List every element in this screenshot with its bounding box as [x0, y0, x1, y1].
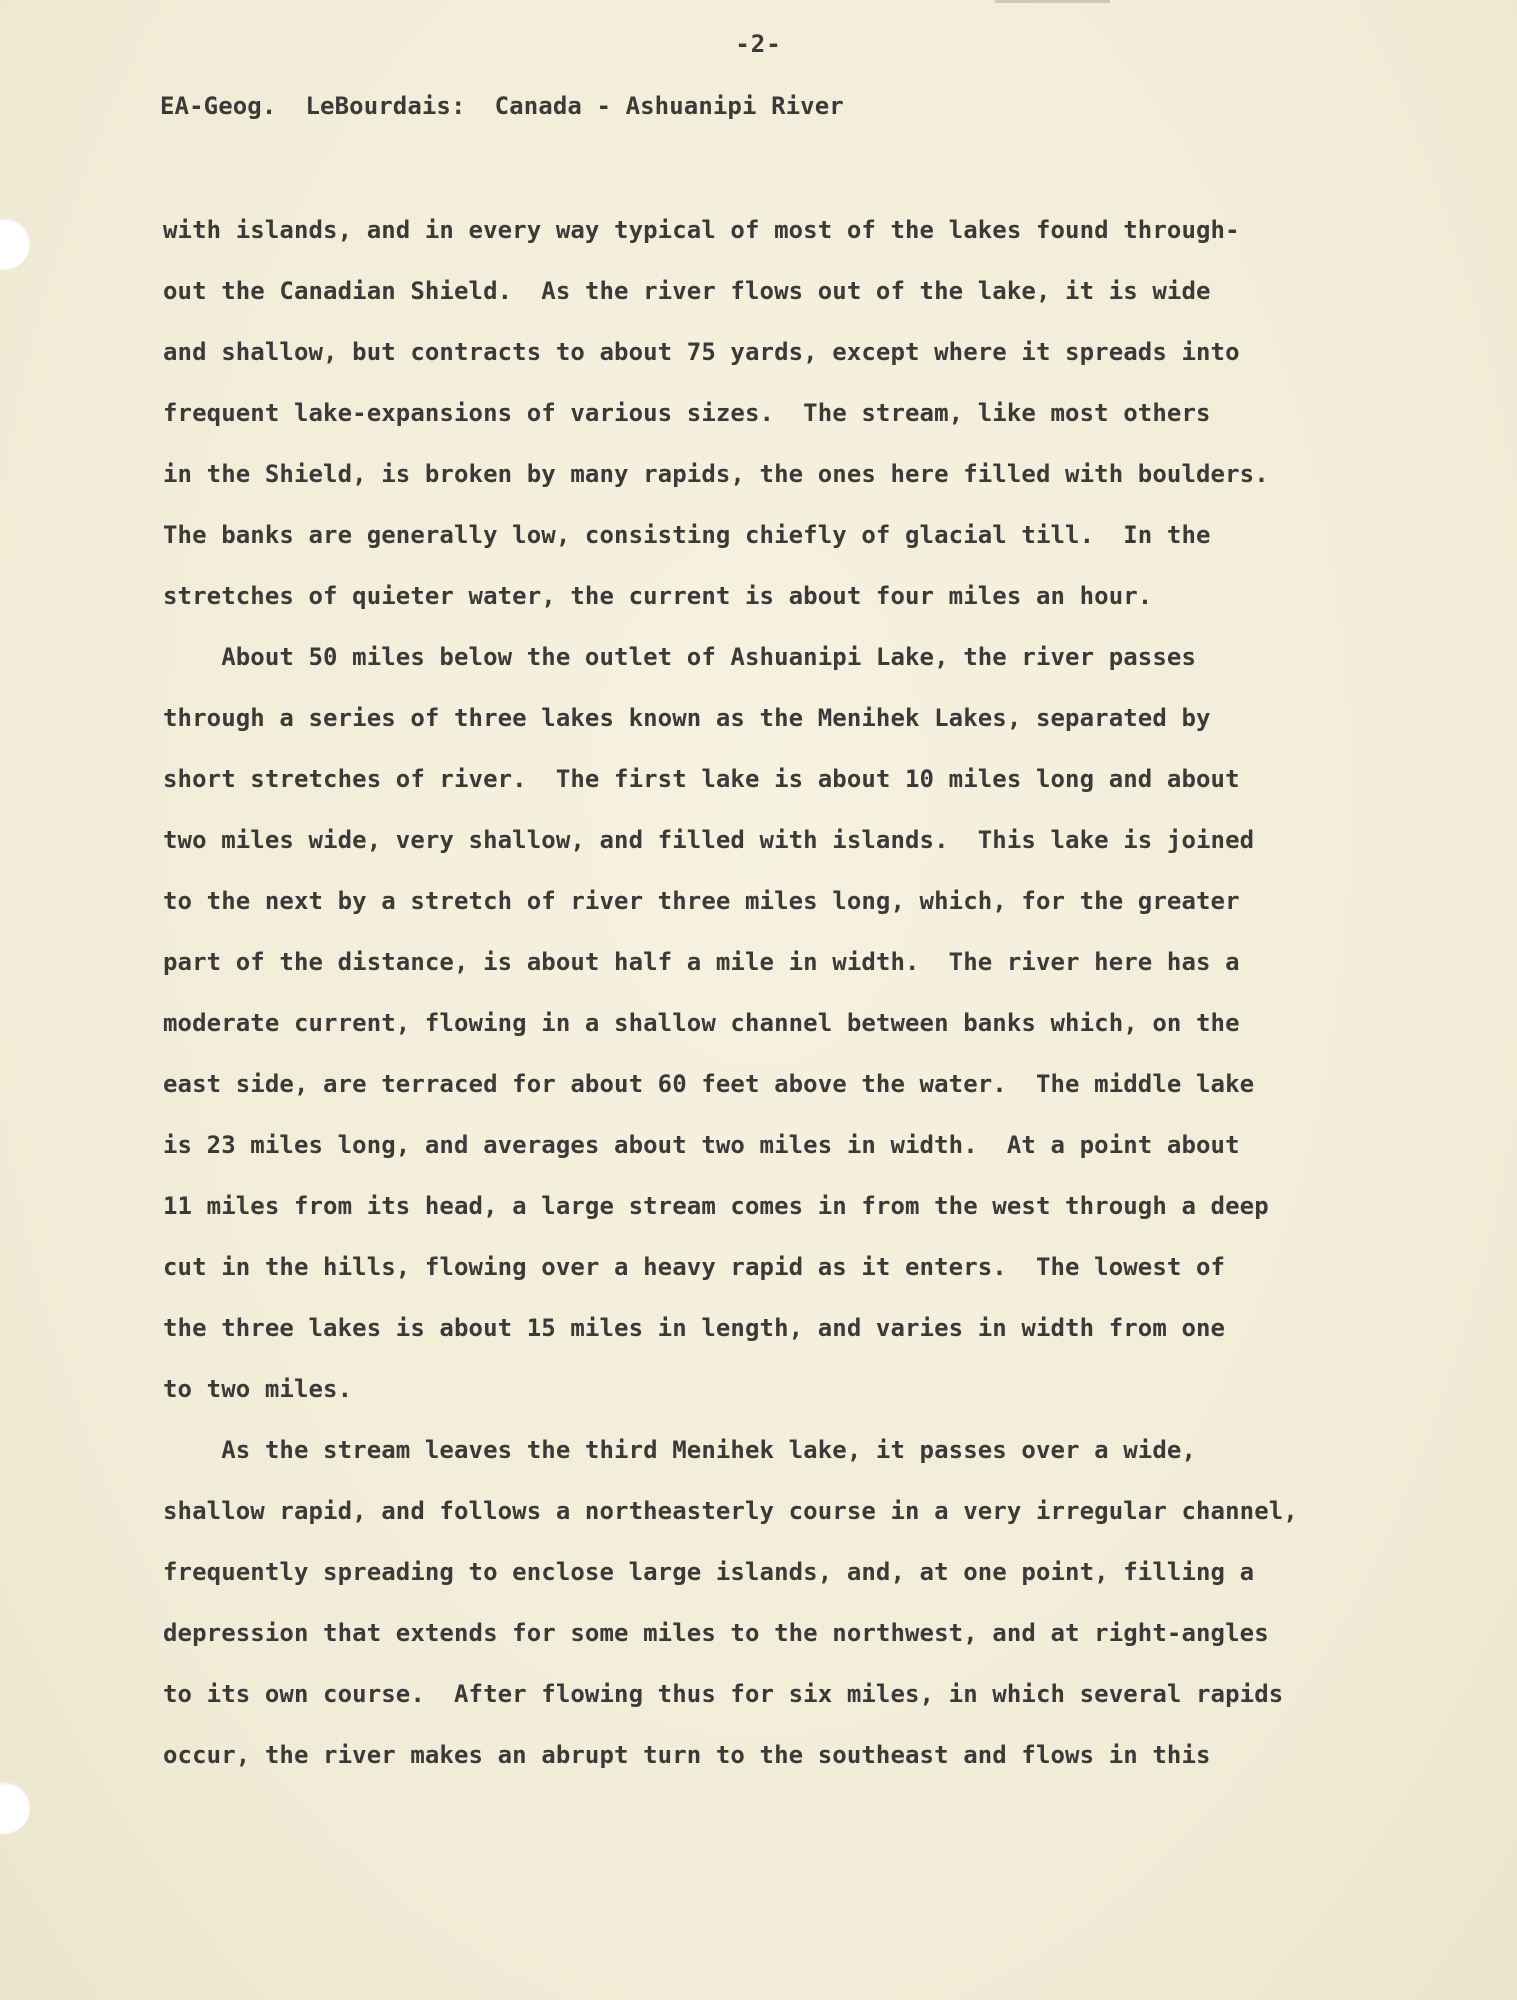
- text-line: shallow rapid, and follows a northeasterly course in a very irregular channel,: [163, 1497, 1298, 1525]
- text-line: About 50 miles below the outlet of Ashuanipi Lake, the river passes: [163, 643, 1196, 671]
- text-line: to two miles.: [163, 1375, 353, 1403]
- page-number: -2-: [735, 30, 782, 58]
- text-line: cut in the hills, flowing over a heavy rapid as it enters. The lowest of: [163, 1253, 1226, 1281]
- text-line: frequent lake-expansions of various sizes. The stream, like most others: [163, 399, 1211, 427]
- body-text: [163, 200, 1363, 1786]
- text-line: out the Canadian Shield. As the river flows out of the lake, it is wide: [163, 277, 1211, 305]
- text-line: two miles wide, very shallow, and filled with islands. This lake is joined: [163, 826, 1255, 854]
- text-line: is 23 miles long, and averages about two miles in width. At a point about: [163, 1131, 1240, 1159]
- text-line: short stretches of river. The first lake is about 10 miles long and about: [163, 765, 1240, 793]
- paragraph-2: [163, 627, 1363, 1420]
- text-line: frequently spreading to enclose large islands, and, at one point, filling a: [163, 1558, 1255, 1586]
- text-line: depression that extends for some miles to the northwest, and at right-angles: [163, 1619, 1269, 1647]
- text-line: to its own course. After flowing thus for six miles, in which several rapids: [163, 1680, 1284, 1708]
- text-line: occur, the river makes an abrupt turn to the southeast and flows in this: [163, 1741, 1211, 1769]
- punch-hole-bottom: [0, 1782, 30, 1834]
- text-line: The banks are generally low, consisting chiefly of glacial till. In the: [163, 521, 1211, 549]
- text-line: stretches of quieter water, the current is about four miles an hour.: [163, 582, 1153, 610]
- paragraph-1: [163, 200, 1363, 627]
- document-header: EA-Geog. LeBourdais: Canada - Ashuanipi River: [160, 92, 844, 120]
- text-line: As the stream leaves the third Menihek lake, it passes over a wide,: [163, 1436, 1196, 1464]
- text-line: through a series of three lakes known as the Menihek Lakes, separated by: [163, 704, 1211, 732]
- text-line: in the Shield, is broken by many rapids, the ones here filled with boulders.: [163, 460, 1269, 488]
- text-line: the three lakes is about 15 miles in length, and varies in width from one: [163, 1314, 1226, 1342]
- text-line: with islands, and in every way typical of most of the lakes found through-: [163, 216, 1240, 244]
- text-line: part of the distance, is about half a mile in width. The river here has a: [163, 948, 1240, 976]
- punch-hole-top: [0, 218, 30, 270]
- text-line: to the next by a stretch of river three miles long, which, for the greater: [163, 887, 1240, 915]
- text-line: moderate current, flowing in a shallow channel between banks which, on the: [163, 1009, 1240, 1037]
- text-line: east side, are terraced for about 60 feet above the water. The middle lake: [163, 1070, 1255, 1098]
- paper-edge-mark: [995, 0, 1110, 3]
- text-line: 11 miles from its head, a large stream comes in from the west through a deep: [163, 1192, 1269, 1220]
- text-line: and shallow, but contracts to about 75 yards, except where it spreads into: [163, 338, 1240, 366]
- paragraph-3: [163, 1420, 1363, 1786]
